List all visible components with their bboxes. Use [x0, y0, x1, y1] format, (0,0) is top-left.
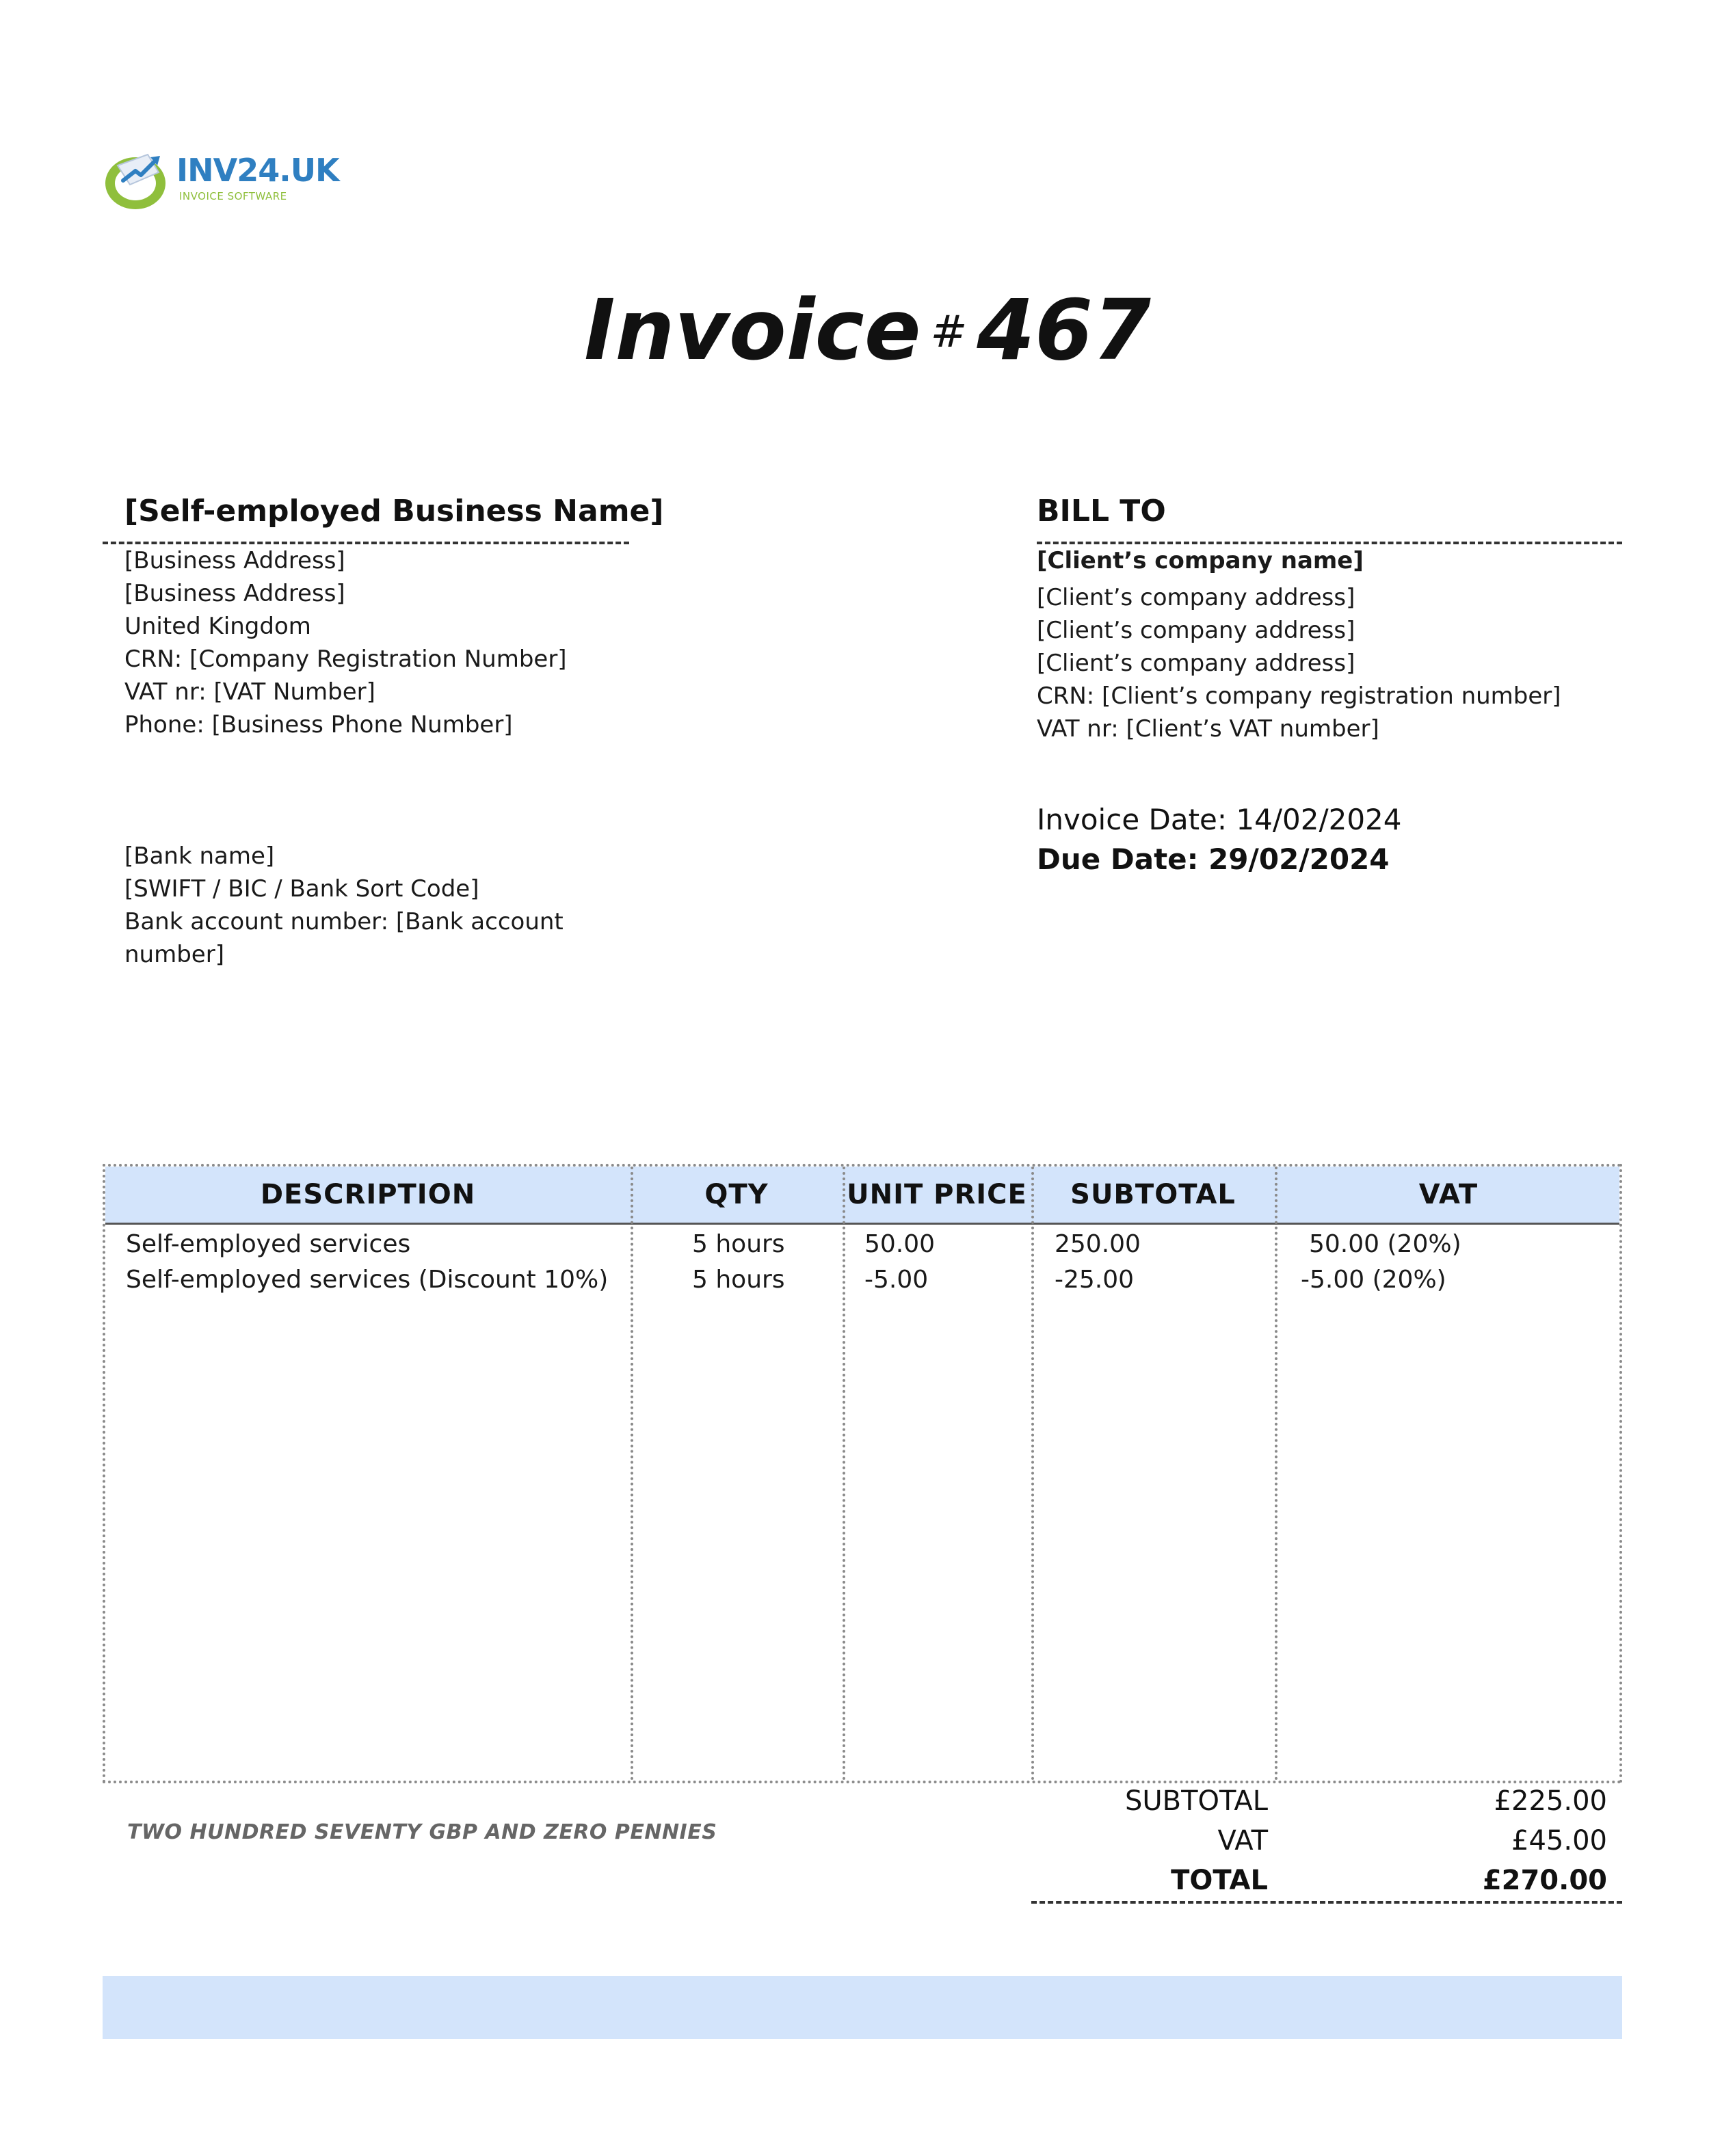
logo-name: INV24.UK: [176, 152, 339, 189]
row-2-description: Self-employed services (Discount 10%): [126, 1266, 609, 1294]
row-1-description: Self-employed services: [126, 1230, 411, 1258]
header-vat: VAT: [1418, 1179, 1479, 1210]
vat-total-label: VAT: [1217, 1825, 1268, 1856]
invoice-number: 467: [977, 282, 1151, 379]
row-1-vat: 50.00 (20%): [1309, 1230, 1461, 1258]
seller-name: [Self-employed Business Name]: [124, 494, 664, 529]
grand-total-value: £270.00: [1482, 1865, 1607, 1896]
logo-tagline: INVOICE SOFTWARE: [179, 190, 287, 202]
column-divider: [1275, 1167, 1277, 1781]
due-date-value: 29/02/2024: [1208, 842, 1390, 876]
client-line: [Client’s company address]: [1037, 617, 1355, 644]
totals-divider: [1031, 1901, 1622, 1904]
client-line: VAT nr: [Client’s VAT number]: [1037, 715, 1379, 743]
column-divider: [631, 1167, 633, 1781]
bank-line: [SWIFT / BIC / Bank Sort Code]: [124, 875, 479, 903]
row-2-unit-price: -5.00: [864, 1266, 929, 1294]
seller-line: CRN: [Company Registration Number]: [124, 646, 567, 673]
bill-to-block: [1037, 544, 1561, 745]
invoice-title-hash: #: [930, 307, 968, 358]
invoice-title-prefix: Invoice: [584, 282, 921, 379]
header-description: DESCRIPTION: [260, 1179, 476, 1210]
footer-band: [103, 1976, 1622, 2039]
due-date-row: [1037, 840, 1390, 879]
client-line: [Client’s company address]: [1037, 584, 1355, 611]
header-qty: QTY: [704, 1179, 769, 1210]
row-2-qty: 5 hours: [692, 1266, 785, 1294]
bank-line: [Bank name]: [124, 842, 275, 870]
client-line: CRN: [Client’s company registration number]: [1037, 682, 1561, 710]
bank-details-block: [124, 840, 564, 971]
bank-line: Bank account number: [Bank account: [124, 908, 564, 935]
column-divider: [1031, 1167, 1034, 1781]
seller-address-block: [124, 544, 567, 741]
subtotal-label: SUBTOTAL: [1124, 1785, 1268, 1817]
row-1-qty: 5 hours: [692, 1230, 785, 1258]
vat-total-value: £45.00: [1511, 1825, 1607, 1856]
row-1-unit-price: 50.00: [864, 1230, 936, 1258]
subtotal-value: £225.00: [1494, 1785, 1607, 1817]
grand-total-label: TOTAL: [1171, 1865, 1268, 1896]
header-unit-price: UNIT PRICE: [847, 1179, 1027, 1210]
seller-line: [Business Address]: [124, 580, 345, 607]
seller-line: VAT nr: [VAT Number]: [124, 678, 375, 706]
due-date-label: Due Date:: [1037, 842, 1199, 876]
seller-line: [Business Address]: [124, 547, 345, 574]
amount-in-words: TWO HUNDRED SEVENTY GBP AND ZERO PENNIES: [127, 1820, 717, 1844]
bank-line: number]: [124, 941, 224, 968]
column-divider: [843, 1167, 845, 1781]
seller-line: United Kingdom: [124, 613, 311, 640]
client-line: [Client’s company address]: [1037, 650, 1355, 677]
seller-line: Phone: [Business Phone Number]: [124, 711, 513, 738]
invoice-title: [0, 279, 1735, 384]
row-2-vat: -5.00 (20%): [1301, 1266, 1446, 1294]
line-items-table: [103, 1164, 1622, 1783]
invoice-date-value: 14/02/2024: [1236, 803, 1402, 836]
header-subtotal: SUBTOTAL: [1070, 1179, 1236, 1210]
row-1-subtotal: 250.00: [1055, 1230, 1141, 1258]
logo-mark-icon: [103, 145, 171, 211]
invoice-date-label: Invoice Date:: [1037, 803, 1228, 836]
client-company-name: [Client’s company name]: [1037, 547, 1364, 574]
bill-to-heading: BILL TO: [1037, 494, 1166, 529]
company-logo: [103, 145, 339, 213]
invoice-date-row: [1037, 800, 1401, 840]
row-2-subtotal: -25.00: [1055, 1266, 1135, 1294]
